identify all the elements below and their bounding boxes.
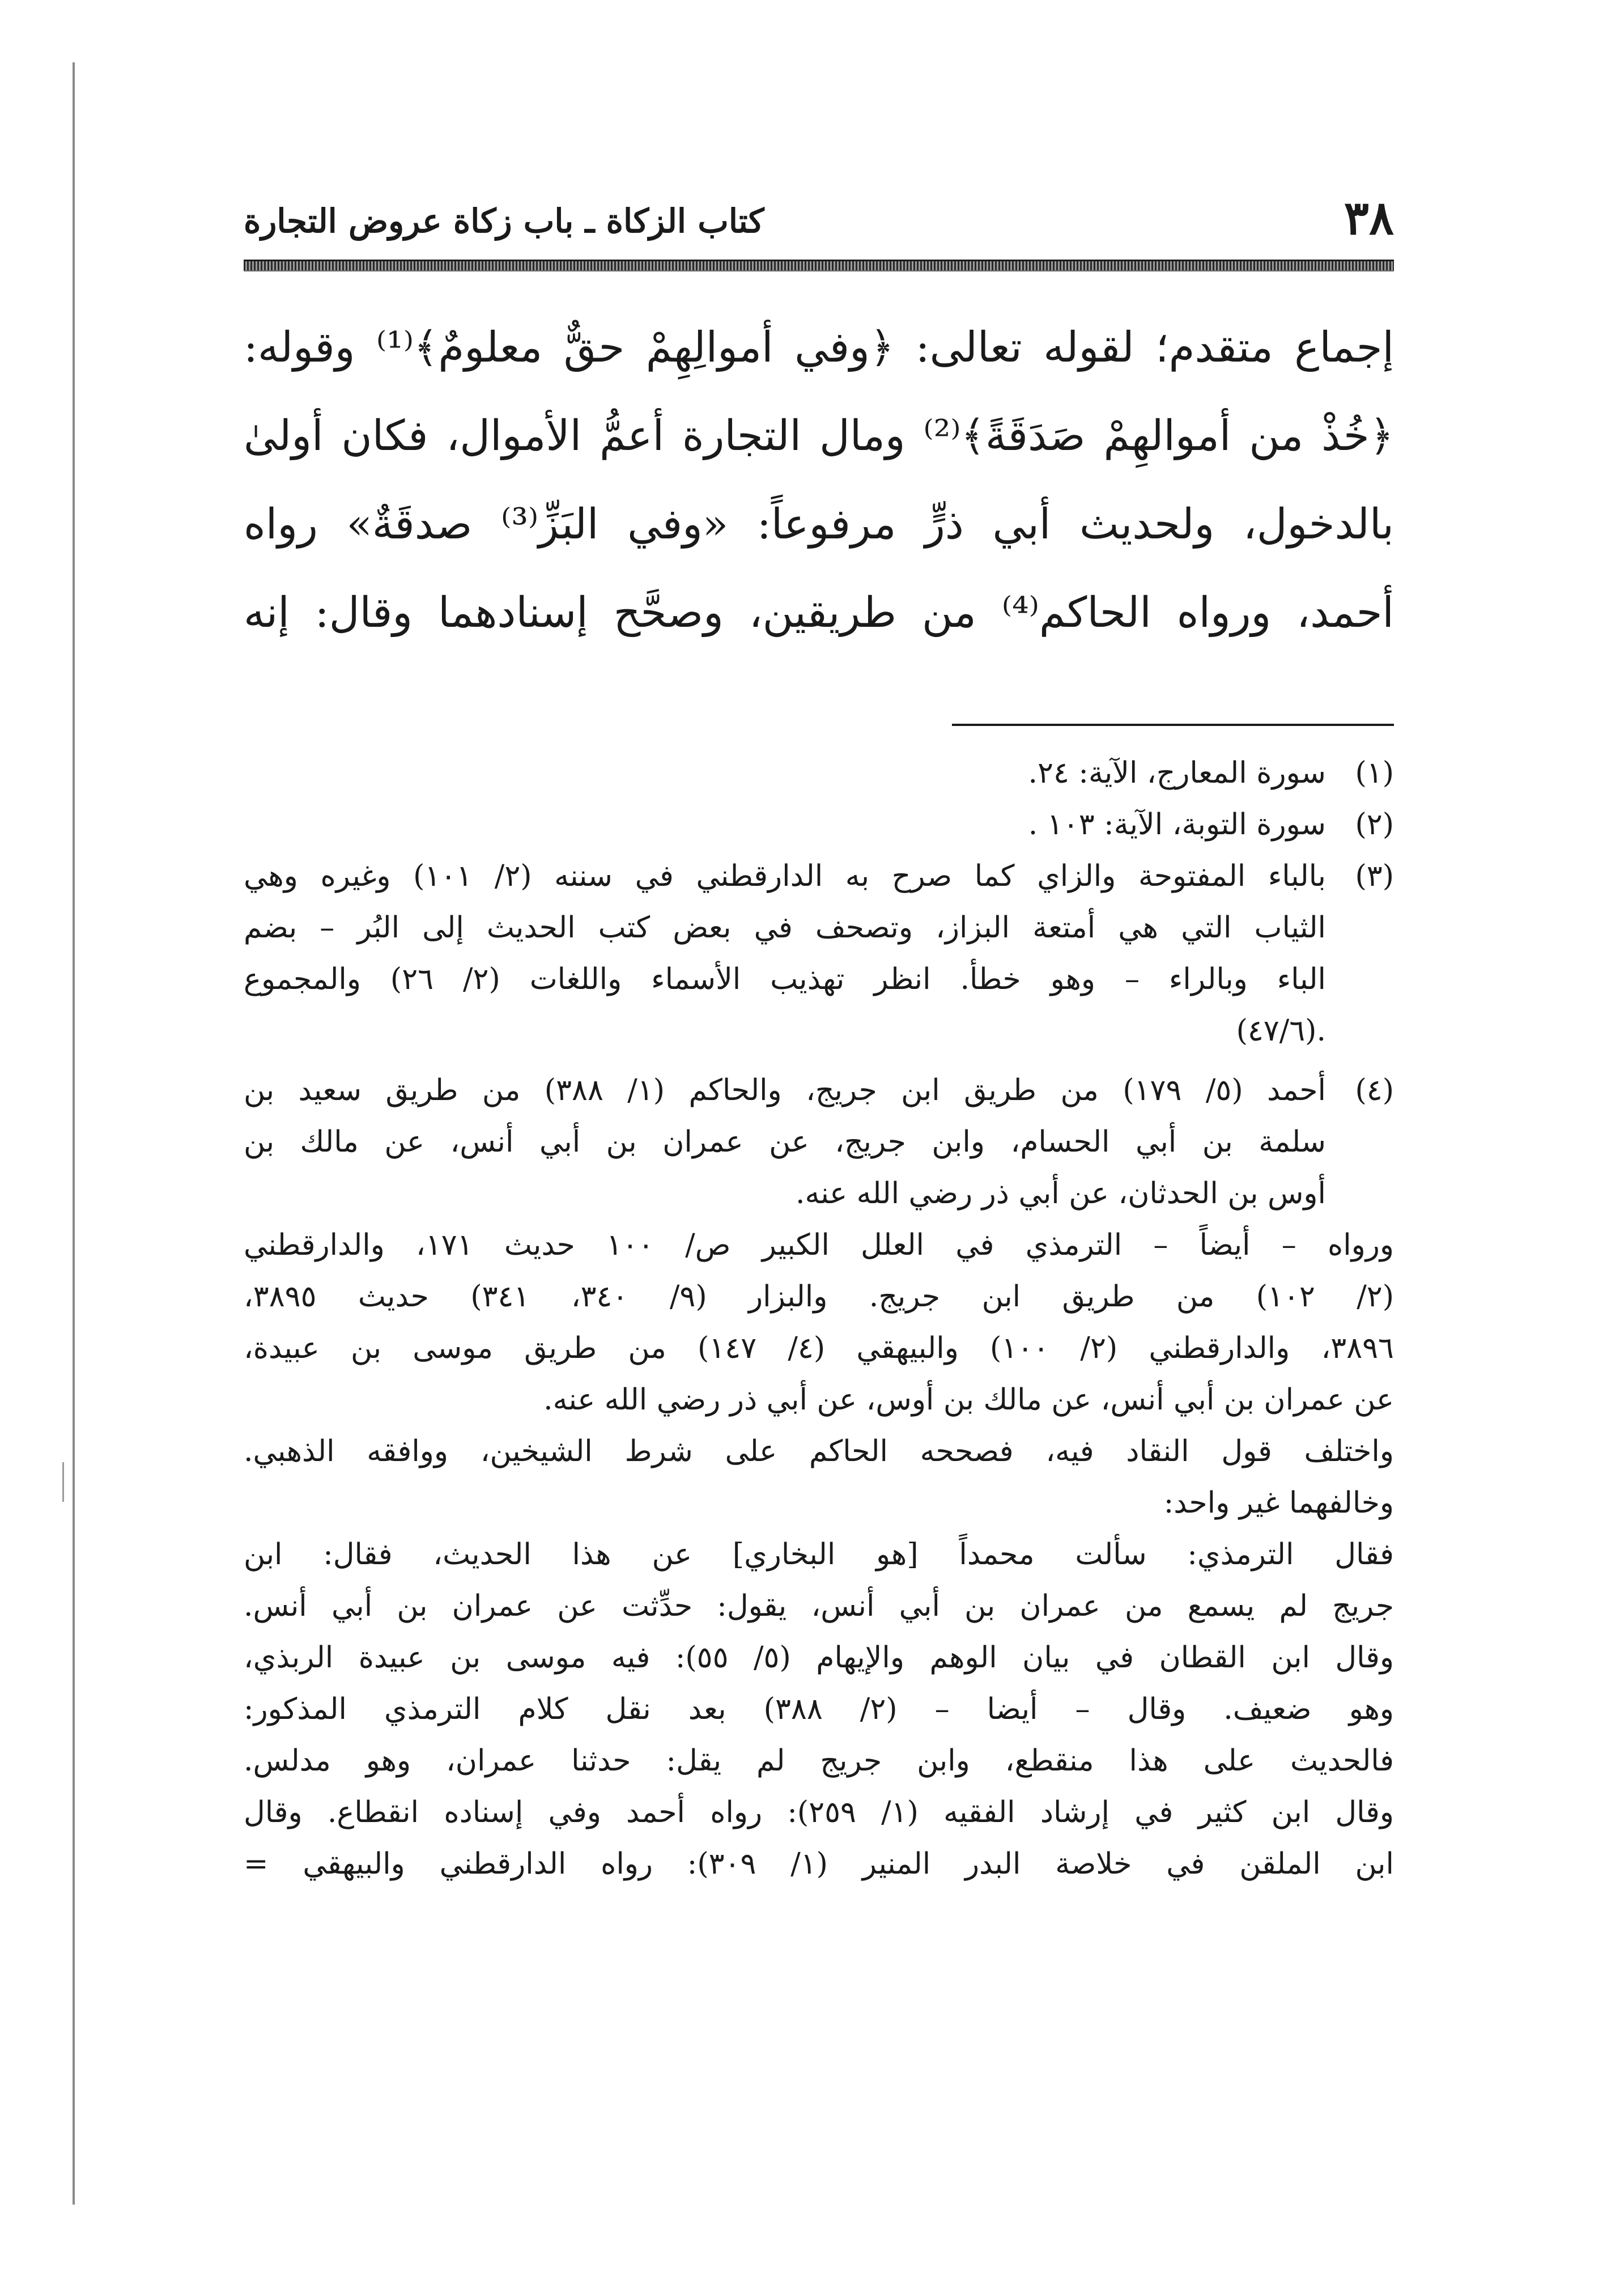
footnote-line: جريج لم يسمع من عمران بن أبي أنس، يقول: حدِّثت عن عمران بن أبي أنس. <box>244 1589 1394 1623</box>
footnote-body <box>244 799 1326 851</box>
main-text-line: إجماع متقدم؛ لقوله تعالى: ﴿وفي أموالِهِمْ حقٌّ معلومٌ﴾⁽¹⁾ وقوله: <box>244 323 1395 372</box>
footnote-number: (٢) <box>1355 808 1394 842</box>
main-text-line: أحمد، ورواه الحاكم⁽⁴⁾ من طريقين، وصحَّح إسنادهما وقال: إنه <box>244 588 1394 637</box>
footnotes <box>244 748 1394 1890</box>
book-binding-edge <box>73 62 75 2205</box>
footnote-separator <box>952 724 1394 726</box>
footnote-4 <box>244 1065 1394 1220</box>
footnote-line: سلمة بن أبي الحسام، وابن جريج، عن عمران بن أبي أنس، عن مالك بن <box>244 1125 1326 1159</box>
footnote-line: فقال الترمذي: سألت محمداً [هو البخاري] عن هذا الحديث، فقال: ابن <box>244 1538 1394 1572</box>
footnote-4-continuation <box>244 1220 1394 1890</box>
running-head: كتاب الزكاة ـ باب زكاة عروض التجارة <box>244 202 764 240</box>
footnote-number: (٣) <box>1355 859 1394 893</box>
footnote-body <box>244 1065 1326 1220</box>
footnote-2 <box>244 799 1394 851</box>
footnote-line: وقال ابن كثير في إرشاد الفقيه (١/ ٢٥٩): رواه أحمد وفي إسناده انقطاع. وقال <box>244 1795 1394 1829</box>
footnote-line: واختلف قول النقاد فيه، فصححه الحاكم على شرط الشيخين، ووافقه الذهبي. <box>244 1434 1394 1468</box>
binding-mark <box>62 1462 64 1502</box>
footnote-line: ٣٨٩٦، والدارقطني (٢/ ١٠٠) والبيهقي (٤/ ١٤٧) من طريق موسى بن عبيدة، <box>244 1331 1394 1365</box>
footnote-line: الباء وبالراء – وهو خطأ. انظر تهذيب الأسماء واللغات (٢/ ٢٦) والمجموع <box>244 962 1326 996</box>
footnote-number: (١) <box>1355 756 1394 790</box>
footnote-line: سورة التوبة، الآية: ١٠٣ . <box>1028 808 1326 842</box>
footnote-line: وخالفهما غير واحد: <box>1163 1486 1394 1520</box>
footnote-line: وهو ضعيف. وقال – أيضا – (٢/ ٣٨٨) بعد نقل كلام الترمذي المذكور: <box>244 1692 1394 1726</box>
footnote-line: أحمد (٥/ ١٧٩) من طريق ابن جريج، والحاكم (١/ ٣٨٨) من طريق سعيد بن <box>244 1073 1326 1107</box>
main-text-line: بالدخول، ولحديث أبي ذرٍّ مرفوعاً: «وفي البَزِّ⁽³⁾ صدقَةٌ» رواه <box>244 500 1394 549</box>
footnote-line: بالباء المفتوحة والزاي كما صرح به الدارقطني في سننه (٢/ ١٠١) وغيره وهي <box>244 859 1326 893</box>
footnote-1 <box>244 748 1394 799</box>
footnote-line: ورواه – أيضاً – الترمذي في العلل الكبير ص/ ١٠٠ حديث ١٧١، والدارقطني <box>244 1228 1394 1262</box>
footnote-line: أوس بن الحدثان، عن أبي ذر رضي الله عنه. <box>795 1177 1326 1211</box>
page-header <box>244 187 1394 249</box>
footnote-line: وقال ابن القطان في بيان الوهم والإيهام (٥/ ٥٥): فيه موسى بن عبيدة الربذي، <box>244 1641 1394 1675</box>
footnote-line: ابن الملقن في خلاصة البدر المنير (١/ ٣٠٩): رواه الدارقطني والبيهقي = <box>244 1847 1394 1881</box>
footnote-line: عن عمران بن أبي أنس، عن مالك بن أوس، عن أبي ذر رضي الله عنه. <box>543 1383 1394 1417</box>
footnote-line: فالحديث على هذا منقطع، وابن جريج لم يقل: حدثنا عمران، وهو مدلس. <box>244 1744 1395 1778</box>
footnote-line: سورة المعارج، الآية: ٢٤. <box>1028 756 1326 790</box>
footnote-3 <box>244 851 1394 1057</box>
page-number: ٣٨ <box>1344 191 1394 245</box>
footnote-body <box>244 851 1326 1057</box>
footnote-line: .(٤٧/٦) <box>1236 1014 1326 1048</box>
header-rule <box>244 260 1394 271</box>
footnote-line: (٢/ ١٠٢) من طريق ابن جريج. والبزار (٩/ ٣٤٠، ٣٤١) حديث ٣٨٩٥، <box>244 1280 1394 1314</box>
main-text <box>244 303 1394 657</box>
footnote-number: (٤) <box>1355 1073 1394 1107</box>
book-page <box>244 187 1394 1890</box>
main-text-line: ﴿خُذْ من أموالهِمْ صَدَقَةً﴾⁽²⁾ ومال التجارة أعمُّ الأموال، فكان أولىٰ <box>244 411 1394 460</box>
footnote-line: الثياب التي هي أمتعة البزاز، وتصحف في بعض كتب الحديث إلى البُر – بضم <box>244 911 1326 945</box>
footnote-body <box>244 748 1326 799</box>
